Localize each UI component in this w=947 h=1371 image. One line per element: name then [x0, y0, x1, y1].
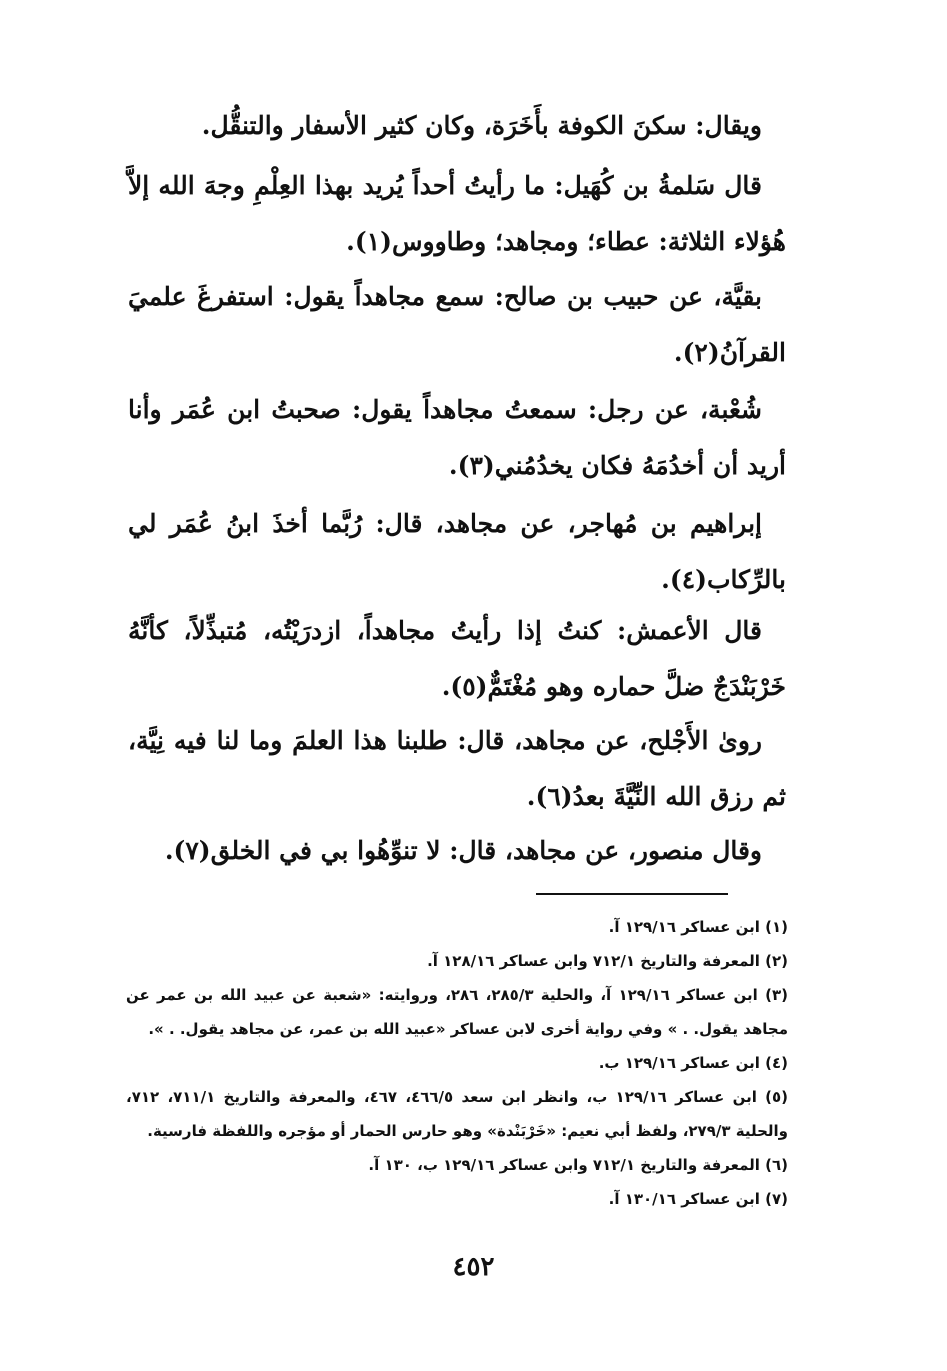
main-text — [128, 496, 786, 608]
main-text — [128, 269, 786, 381]
body-paragraph: روىٰ الأَجْلح، عن مجاهد، قال: طلبنا هذا العلمَ وما لنا فيه نِيَّة، ثم رزق الله النِّيَّةَ بعدُ(٦). — [128, 726, 786, 811]
footnote: (٤) ابن عساكر ١٢٩/١٦ ب. — [598, 1054, 788, 1072]
page-number: ٤٥٢ — [452, 1252, 495, 1282]
footnote: (٢) المعرفة والتاريخ ٧١٢/١ وابن عساكر ١٢٨/١٦ آ. — [427, 952, 788, 970]
footnote: (٧) ابن عساكر ١٣٠/١٦ آ. — [608, 1190, 788, 1208]
main-text — [128, 713, 786, 825]
footnote-separator — [536, 893, 728, 895]
body-paragraph: قال الأعمش: كنتُ إذا رأيتُ مجاهداً، ازدرَيْتُه، مُتبذِّلاً، كأنَّهُ خَرْبَنْدَجٌ ضلَّ حماره وهو مُغْتَمٌّ(٥). — [128, 616, 786, 701]
footnotes — [126, 910, 788, 1216]
footnote: (٦) المعرفة والتاريخ ٧١٢/١ وابن عساكر ١٢٩/١٦ ب، ١٣٠ آ. — [368, 1156, 788, 1174]
body-paragraph: شُعْبة، عن رجل: سمعتُ مجاهداً يقول: صحبتُ ابن عُمَر وأنا أريد أن أخدُمَهُ فكان يخدُمُني(٣). — [128, 395, 786, 480]
main-text — [128, 158, 786, 270]
body-paragraph: بقيَّة، عن حبيب بن صالح: سمع مجاهداً يقول: استفرغَ علميَ القرآنُ(٢). — [128, 282, 786, 367]
body-paragraph: إبراهيم بن مُهاجر، عن مجاهد، قال: رُبَّما أخذَ ابنُ عُمَر لي بالرِّكاب(٤). — [128, 509, 786, 594]
main-text — [128, 382, 786, 494]
footnote: (٣) ابن عساكر ١٢٩/١٦ آ، والحلية ٢٨٥/٣، ٢٨٦، وروايته: «شعبة عن عبيد الله بن عمر عن مجاهد يقول. . » وفي رواية أخرى لابن عساكر «عبيد الله بن عمر، عن مجاهد يقول. . ». — [126, 986, 788, 1038]
main-text — [128, 603, 786, 715]
main-text — [128, 98, 786, 154]
body-paragraph: قال سَلمةُ بن كُهَيل: ما رأيتُ أحداً يُريد بهذا العِلْمِ وجهَ الله إلاَّ هُؤلاء الثلاثة: عطاء؛ ومجاهد؛ وطاووس(١). — [128, 171, 786, 256]
main-text — [128, 823, 786, 879]
footnote: (١) ابن عساكر ١٢٩/١٦ آ. — [608, 918, 788, 936]
footnote: (٥) ابن عساكر ١٢٩/١٦ ب، وانظر ابن سعد ٤٦٦/٥، ٤٦٧، والمعرفة والتاريخ ٧١١/١، ٧١٢، والحلية ٢٧٩/٣، ولفظ أبي نعيم: «خَرْبَنْدة» وهو حارس الحمار أو مؤجره واللفظة فارسية. — [126, 1088, 788, 1140]
body-paragraph: وقال منصور، عن مجاهد، قال: لا تنوِّهُوا بي في الخلق(٧). — [164, 836, 762, 865]
body-paragraph: ويقال: سكنَ الكوفة بأَخَرَة، وكان كثير الأسفار والتنقُّل. — [201, 111, 762, 140]
